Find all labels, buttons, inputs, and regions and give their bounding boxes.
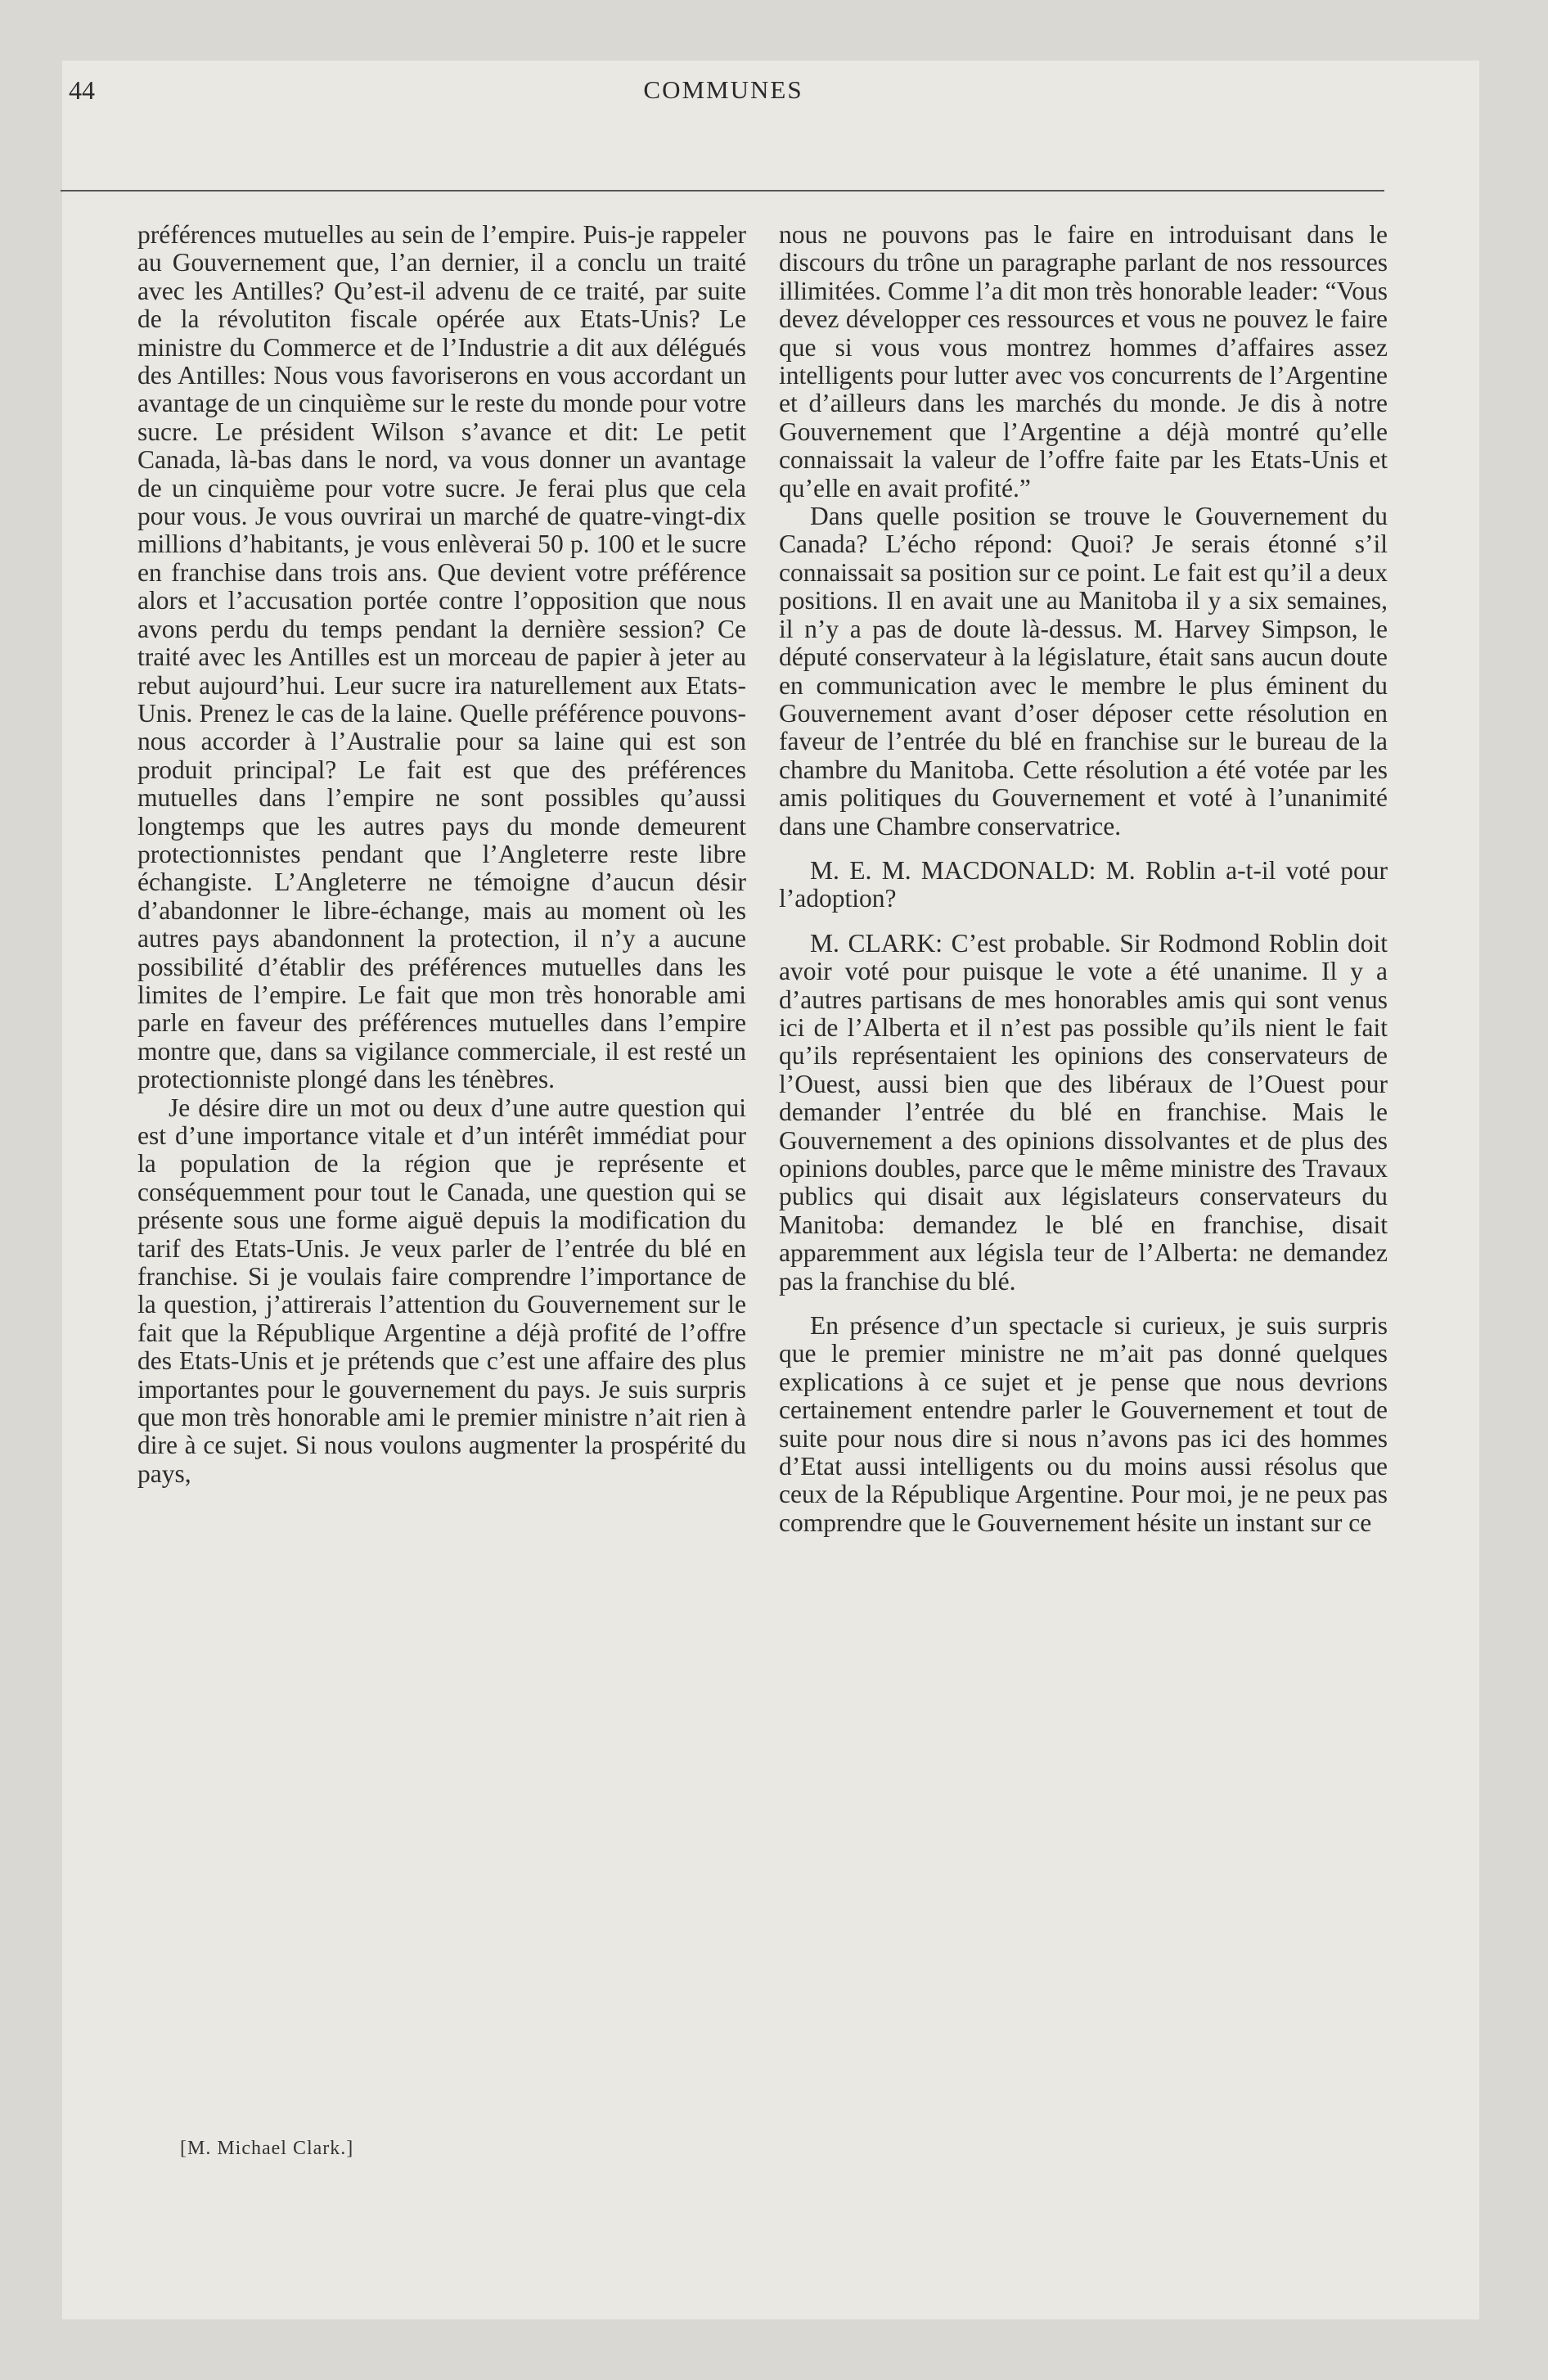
- running-title: COMMUNES: [643, 75, 803, 104]
- page-header: [69, 75, 1378, 124]
- speaker-note: [M. Michael Clark.]: [180, 2138, 354, 2159]
- paragraph: En présence d’un spectacle si curieux, je suis surpris que le premier ministre ne m’ait pas donné quelques explications à ce sujet et je pense que nous devrions certainement entendre parler le Gouvernement et tout de suite pour nous dire si nous n’avons pas ici des hommes d’Etat aussi intelligents ou du moins aussi résolus que ceux de la République Argentine. Pour moi, je ne peux pas comprendre que le Gouvernement hésite un instant sur ce: [779, 1311, 1388, 1537]
- right-column: [779, 221, 1388, 1537]
- paragraph: préférences mutuelles au sein de l’empire. Puis-je rappeler au Gouvernement que, l’an dernier, il a conclu un traité avec les Antilles? Qu’est-il advenu de ce traité, par suite de la révolutiton fiscale opérée aux Etats-Unis? Le ministre du Commerce et de l’Industrie a dit aux délégués des Antilles: Nous vous favoriserons en vous accordant un avantage de un cinquième sur le reste du monde pour votre sucre. Le président Wilson s’avance et dit: Le petit Canada, là-bas dans le nord, va vous donner un avantage de un cinquième pour votre sucre. Je ferai plus que cela pour vous. Je vous ouvrirai un marché de quatre-vingt-dix millions d’habitants, je vous enlèverai 50 p. 100 et le sucre en franchise dans trois ans. Que devient votre préférence alors et l’accusation portée contre l’opposition que nous avons perdu du temps pendant la dernière session? Ce traité avec les Antilles est un morceau de papier à jeter au rebut aujourd’hui. Leur sucre ira naturellement aux Etats-Unis. Prenez le cas de la laine. Quelle préférence pouvons-nous accorder à l’Australie pour sa laine qui est son produit principal? Le fait est que des préférences mutuelles dans l’empire ne sont possibles qu’aussi longtemps que les autres pays du monde demeurent protectionnistes pendant que l’Angleterre reste libre échangiste. L’Angleterre ne témoigne d’aucun désir d’abandonner le libre-échange, mais au moment où les autres pays abandonnent la protection, il n’y a aucune possibilité d’établir des préférences mutuelles dans les limites de l’empire. Le fait que mon très honorable ami parle en faveur des préférences mutuelles dans l’empire montre que, dans sa vigilance commerciale, il est resté un protectionniste plongé dans les ténèbres.: [137, 220, 746, 1094]
- interjection-macdonald: M. E. M. MACDONALD: M. Roblin a-t-il voté pour l’adoption?: [779, 855, 1388, 913]
- paragraph: Dans quelle position se trouve le Gouvernement du Canada? L’écho répond: Quoi? Je serais étonné s’il connaissait sa position sur ce point. Le fait est qu’il a deux positions. Il en avait une au Manitoba il y a six semaines, il n’y a pas de doute là-dessus. M. Harvey Simpson, le député conservateur à la législature, était sans aucun doute en communication avec le membre le plus éminent du Gouvernement avant d’oser déposer cette résolution en faveur de l’entrée du blé en franchise sur le bureau de la chambre du Manitoba. Cette résolution a été votée par les amis politiques du Gouvernement et voté à l’unanimité dans une Chambre conservatrice.: [779, 502, 1388, 841]
- speech-clark: M. CLARK: C’est probable. Sir Rodmond Roblin doit avoir voté pour puisque le vote a été unanime. Il y a d’autres partisans de mes honorables amis qui sont venus ici de l’Alberta et il n’est pas possible qu’ils nient le fait qu’ils représentaient les opinions des conservateurs de l’Ouest, aussi bien que des libéraux de l’Ouest pour demander l’entrée du blé en franchise. Mais le Gouvernement a des opinions dissolvantes et de plus des opinions doubles, parce que le même ministre des Travaux publics qui disait aux législateurs conservateurs du Manitoba: demandez le blé en franchise, disait apparemment aux législa teur de l’Alberta: ne demandez pas la franchise du blé.: [779, 928, 1388, 1296]
- left-column: [137, 221, 746, 1488]
- header-rule: [61, 190, 1384, 192]
- paragraph: nous ne pouvons pas le faire en introduisant dans le discours du trône un paragraphe parlant de nos ressources illimitées. Comme l’a dit mon très honorable leader: “Vous devez développer ces ressources et vous ne pouvez le faire que si vous vous montrez hommes d’affaires assez intelligents pour lutter avec vos concurrents de l’Argentine et d’ailleurs dans les marchés du monde. Je dis à notre Gouvernement que l’Argentine a déjà montré qu’elle connaissait la valeur de l’offre faite par les Etats-Unis et qu’elle en avait profité.”: [779, 220, 1388, 503]
- page-number: 44: [69, 75, 95, 105]
- paragraph: Je désire dire un mot ou deux d’une autre question qui est d’une importance vitale et d’un intérêt immédiat pour la population de la région que je représente et conséquemment pour tout le Canada, une question qui se présente sous une forme aiguë depuis la modification du tarif des Etats-Unis. Je veux parler de l’entrée du blé en franchise. Si je voulais faire comprendre l’importance de la question, j’attirerais l’attention du Gouvernement sur le fait que la République Argentine a déjà profité de l’offre des Etats-Unis et je prétends que c’est une affaire des plus importantes pour le gouvernement du pays. Je suis surpris que mon très honorable ami le premier ministre n’ait rien à dire à ce sujet. Si nous voulons augmenter la prospérité du pays,: [137, 1093, 746, 1488]
